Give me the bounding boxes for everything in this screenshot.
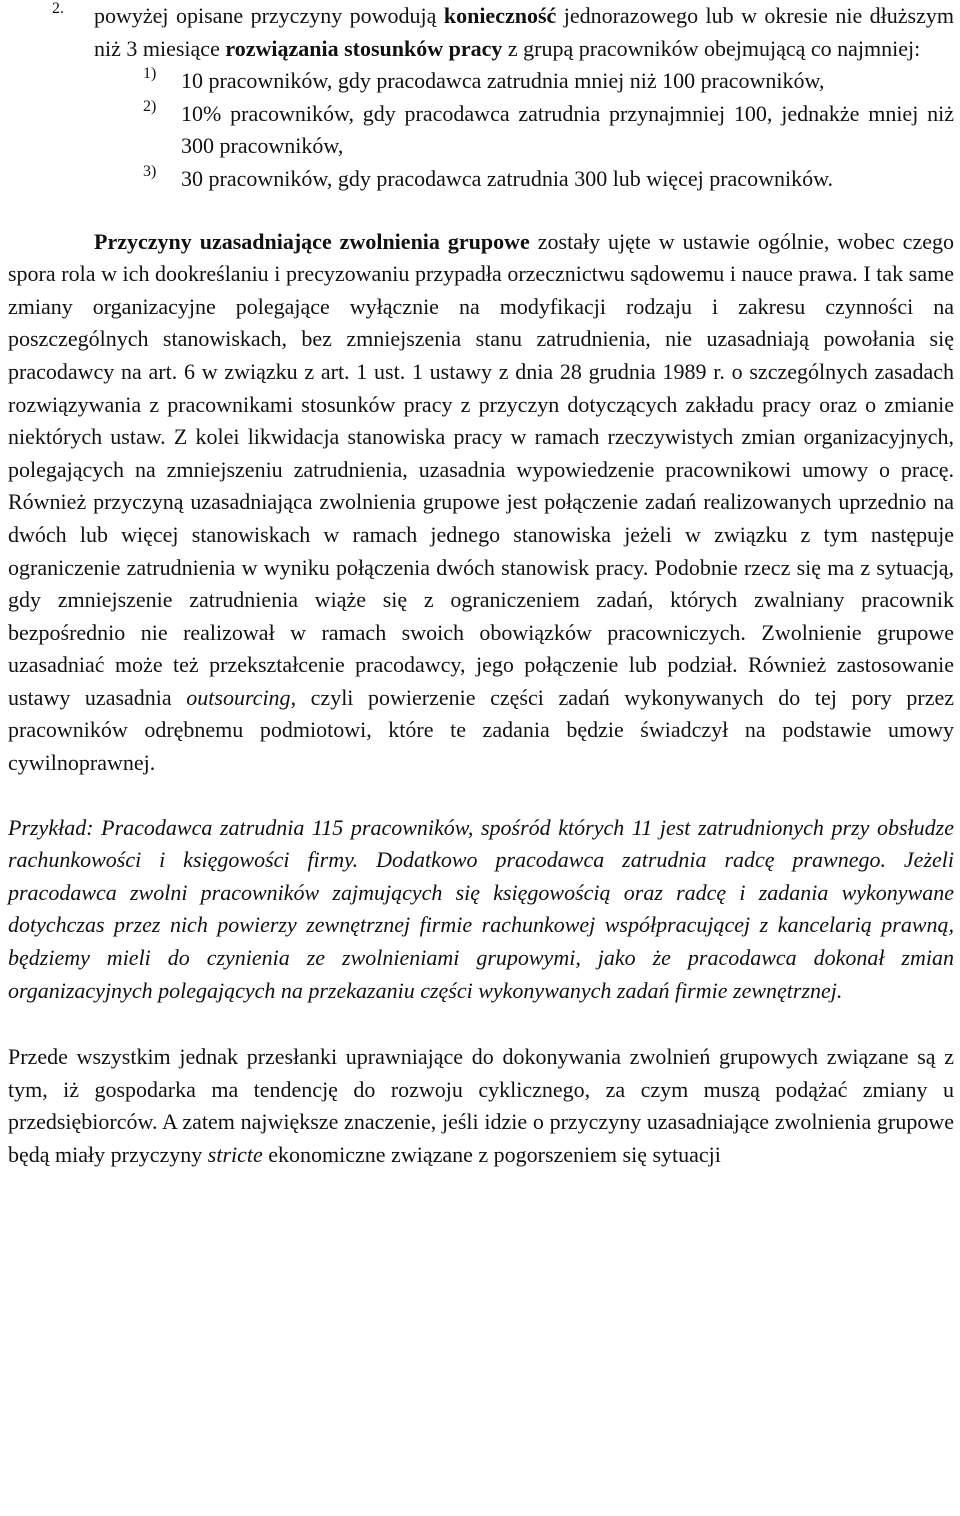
paragraph-grounds [8, 226, 954, 780]
sub-item [143, 98, 954, 163]
sub-item-text: 30 pracowników, gdy pracodawca zatrudnia 300 lub więcej pracowników. [181, 165, 834, 191]
list-number: 2. [52, 0, 64, 17]
list-item-2 [8, 0, 954, 65]
italic-text: outsourcing [186, 684, 291, 710]
paragraph-economic [8, 1041, 954, 1171]
list-item-text [94, 0, 954, 65]
text-run: z grupą pracowników obejmującą co najmniej: [502, 35, 921, 61]
text-run: ekonomiczne związane z pogorszeniem się sytuacji [262, 1142, 721, 1167]
example-paragraph: Przykład: Pracodawca zatrudnia 115 pracowników, spośród których 11 jest zatrudnionych przy obsłudze rachunkowości i księgowości firmy. Dodatkowo pracodawca zatrudnia radcę prawnego. Jeżeli pracodawca zwolni pracowników zajmujących się księgowością oraz radcę i zadania wykonywane dotychczas przez nich powierzy zewnętrznej firmie rachunkowej współpracującej z kancelarią prawną, będziemy mieli do czynienia ze zwolnieniami grupowymi, jako że pracodawca dokonał zmian organizacyjnych polegających na przekazaniu części wykonywanych zadań firmie zewnętrznej. [8, 814, 954, 1003]
italic-text: stricte [207, 1142, 263, 1167]
bold-text: Przyczyny uzasadniające zwolnienia grupowe [94, 228, 530, 254]
sub-item [143, 65, 954, 98]
sub-item [143, 163, 954, 196]
text-run: jednorazowego lub w okresie nie dłuższym niż 3 miesiące [94, 3, 954, 61]
bold-text: rozwiązania stosunków pracy [225, 35, 503, 61]
text-run: , czyli powierzenie części zadań wykonywanych do tej pory przez pracowników odrębnemu podmiotowi, które te zadania będzie świadczył na podstawie umowy cywilnoprawnej. [8, 684, 954, 776]
text-run: Przede wszystkim jednak przesłanki uprawniające do dokonywania zwolnień grupowych związane są z tym, iż gospodarka ma tendencję do rozwoju cyklicznego, za czym muszą podążać zmiany u przedsiębiorców. A zatem największe znaczenie, jeśli idzie o przyczyny uzasadniające zwolnienia grupowe będą miały przyczyny [8, 1044, 954, 1167]
sub-item-number: 3) [143, 162, 157, 180]
sub-item-text: 10% pracowników, gdy pracodawca zatrudnia przynajmniej 100, jednakże mniej niż 300 pracowników, [181, 100, 954, 159]
sub-item-text: 10 pracowników, gdy pracodawca zatrudnia mniej niż 100 pracowników, [181, 68, 825, 94]
sub-item-number: 1) [143, 65, 157, 83]
bold-text: konieczność [443, 3, 557, 28]
document-page [8, 0, 954, 1172]
text-run: powyżej opisane przyczyny powodują [94, 3, 444, 28]
text-run: zostały ujęte w ustawie ogólnie, wobec czego spora rola w ich dookreślaniu i precyzowaniu przypadła orzecznictwu sądowemu i nauce prawa. I tak same zmiany organizacyjne polegające wyłącznie na modyfikacji rodzaju i zakresu czynności na poszczególnych stanowiskach, bez zmniejszenia stanu zatrudnienia, nie uzasadniają powołania się pracodawcy na art. 6 w związku z art. 1 ust. 1 ustawy z dnia 28 grudnia 1989 r. o szczególnych zasadach rozwiązywania z pracownikami stosunków pracy z przyczyn dotyczących zakładu pracy oraz o zmianie niektórych ustaw. Z kolei likwidacja stanowiska pracy w ramach rzeczywistych zmian organizacyjnych, polegających na zmniejszeniu zatrudnienia, uzasadnia wypowiedzenie pracownikowi umowy o pracę. Również przyczyną uzasadniająca zwolnienia grupowe jest połączenie zadań realizowanych uprzednio na dwóch lub więcej stanowiskach w ramach jednego stanowiska jeżeli w związku z tym następuje ograniczenie zatrudnienia w wyniku połączenia dwóch stanowisk pracy. Podobnie rzecz się ma z sytuacją, gdy zmniejszenie zatrudnienia wiąże się z ograniczeniem zadań, których zwalniany pracownik bezpośrednio nie realizował w ramach swoich obowiązków pracowniczych. Zwolnienie grupowe uzasadniać może też przekształcenie pracodawcy, jego połączenie lub podział. Również zastosowanie ustawy uzasadnia [8, 228, 954, 710]
sub-item-number: 2) [143, 97, 157, 115]
